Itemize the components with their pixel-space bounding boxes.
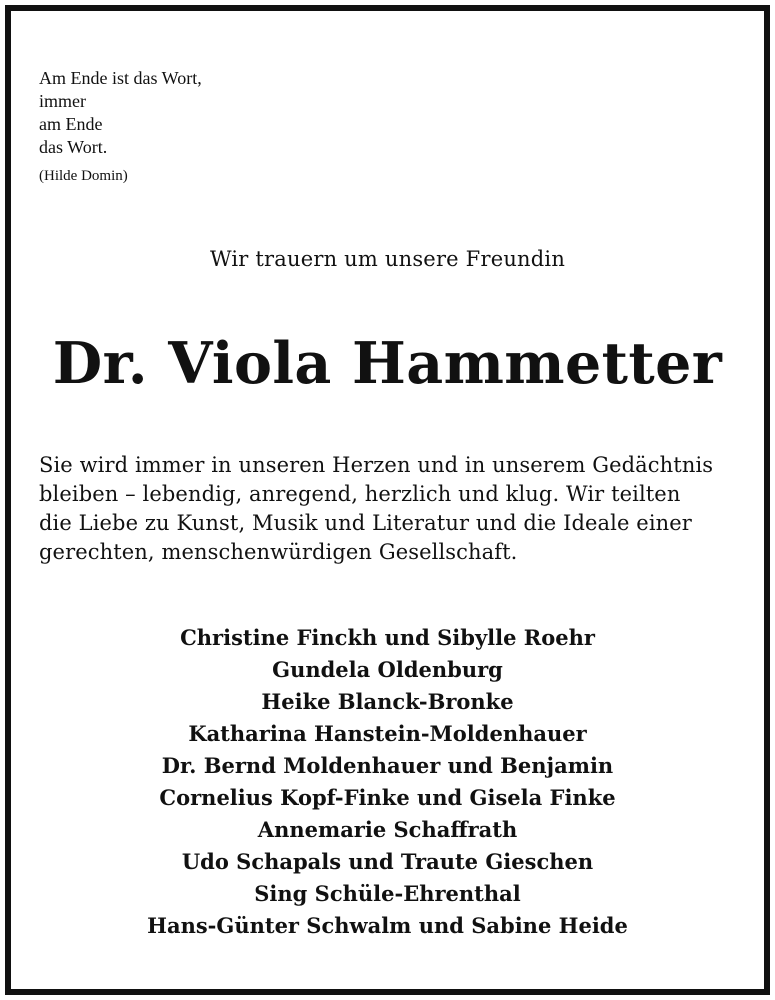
mourner-name: Udo Schapals und Traute Gieschen	[181, 849, 594, 874]
mourner-name: Dr. Bernd Moldenhauer und Benjamin	[161, 753, 614, 778]
mourners-list	[11, 622, 764, 942]
tribute-line: Sie wird immer in unseren Herzen und in unserem Gedächtnis	[39, 453, 714, 477]
mourner-name: Annemarie Schaffrath	[257, 817, 518, 842]
mourning-intro: Wir trauern um unsere Freundin	[209, 247, 566, 271]
mourner-name: Heike Blanck-Bronke	[261, 689, 514, 714]
tribute-line: die Liebe zu Kunst, Musik und Literatur und die Ideale einer	[39, 511, 692, 535]
mourner-name: Cornelius Kopf-Finke und Gisela Finke	[159, 785, 616, 810]
quote-author: (Hilde Domin)	[39, 168, 128, 184]
tribute-text	[39, 451, 751, 567]
epigraph-quote	[39, 67, 202, 186]
quote-line: am Ende	[39, 114, 103, 134]
mourner-name: Sing Schüle-Ehrenthal	[254, 881, 521, 906]
tribute-line: gerechten, menschenwürdigen Gesellschaft.	[39, 540, 518, 564]
quote-line: das Wort.	[39, 137, 108, 157]
mourner-name: Christine Finckh und Sibylle Roehr	[180, 625, 595, 650]
mourner-name: Katharina Hanstein-Moldenhauer	[188, 721, 587, 746]
quote-line: Am Ende ist das Wort,	[39, 68, 202, 88]
quote-line: immer	[39, 91, 86, 111]
deceased-name: Dr. Viola Hammetter	[52, 330, 723, 397]
mourner-name: Gundela Oldenburg	[272, 657, 503, 682]
obituary-notice	[5, 5, 770, 995]
tribute-line: bleiben – lebendig, anregend, herzlich und klug. Wir teilten	[39, 482, 681, 506]
mourner-name: Hans-Günter Schwalm und Sabine Heide	[147, 913, 628, 938]
